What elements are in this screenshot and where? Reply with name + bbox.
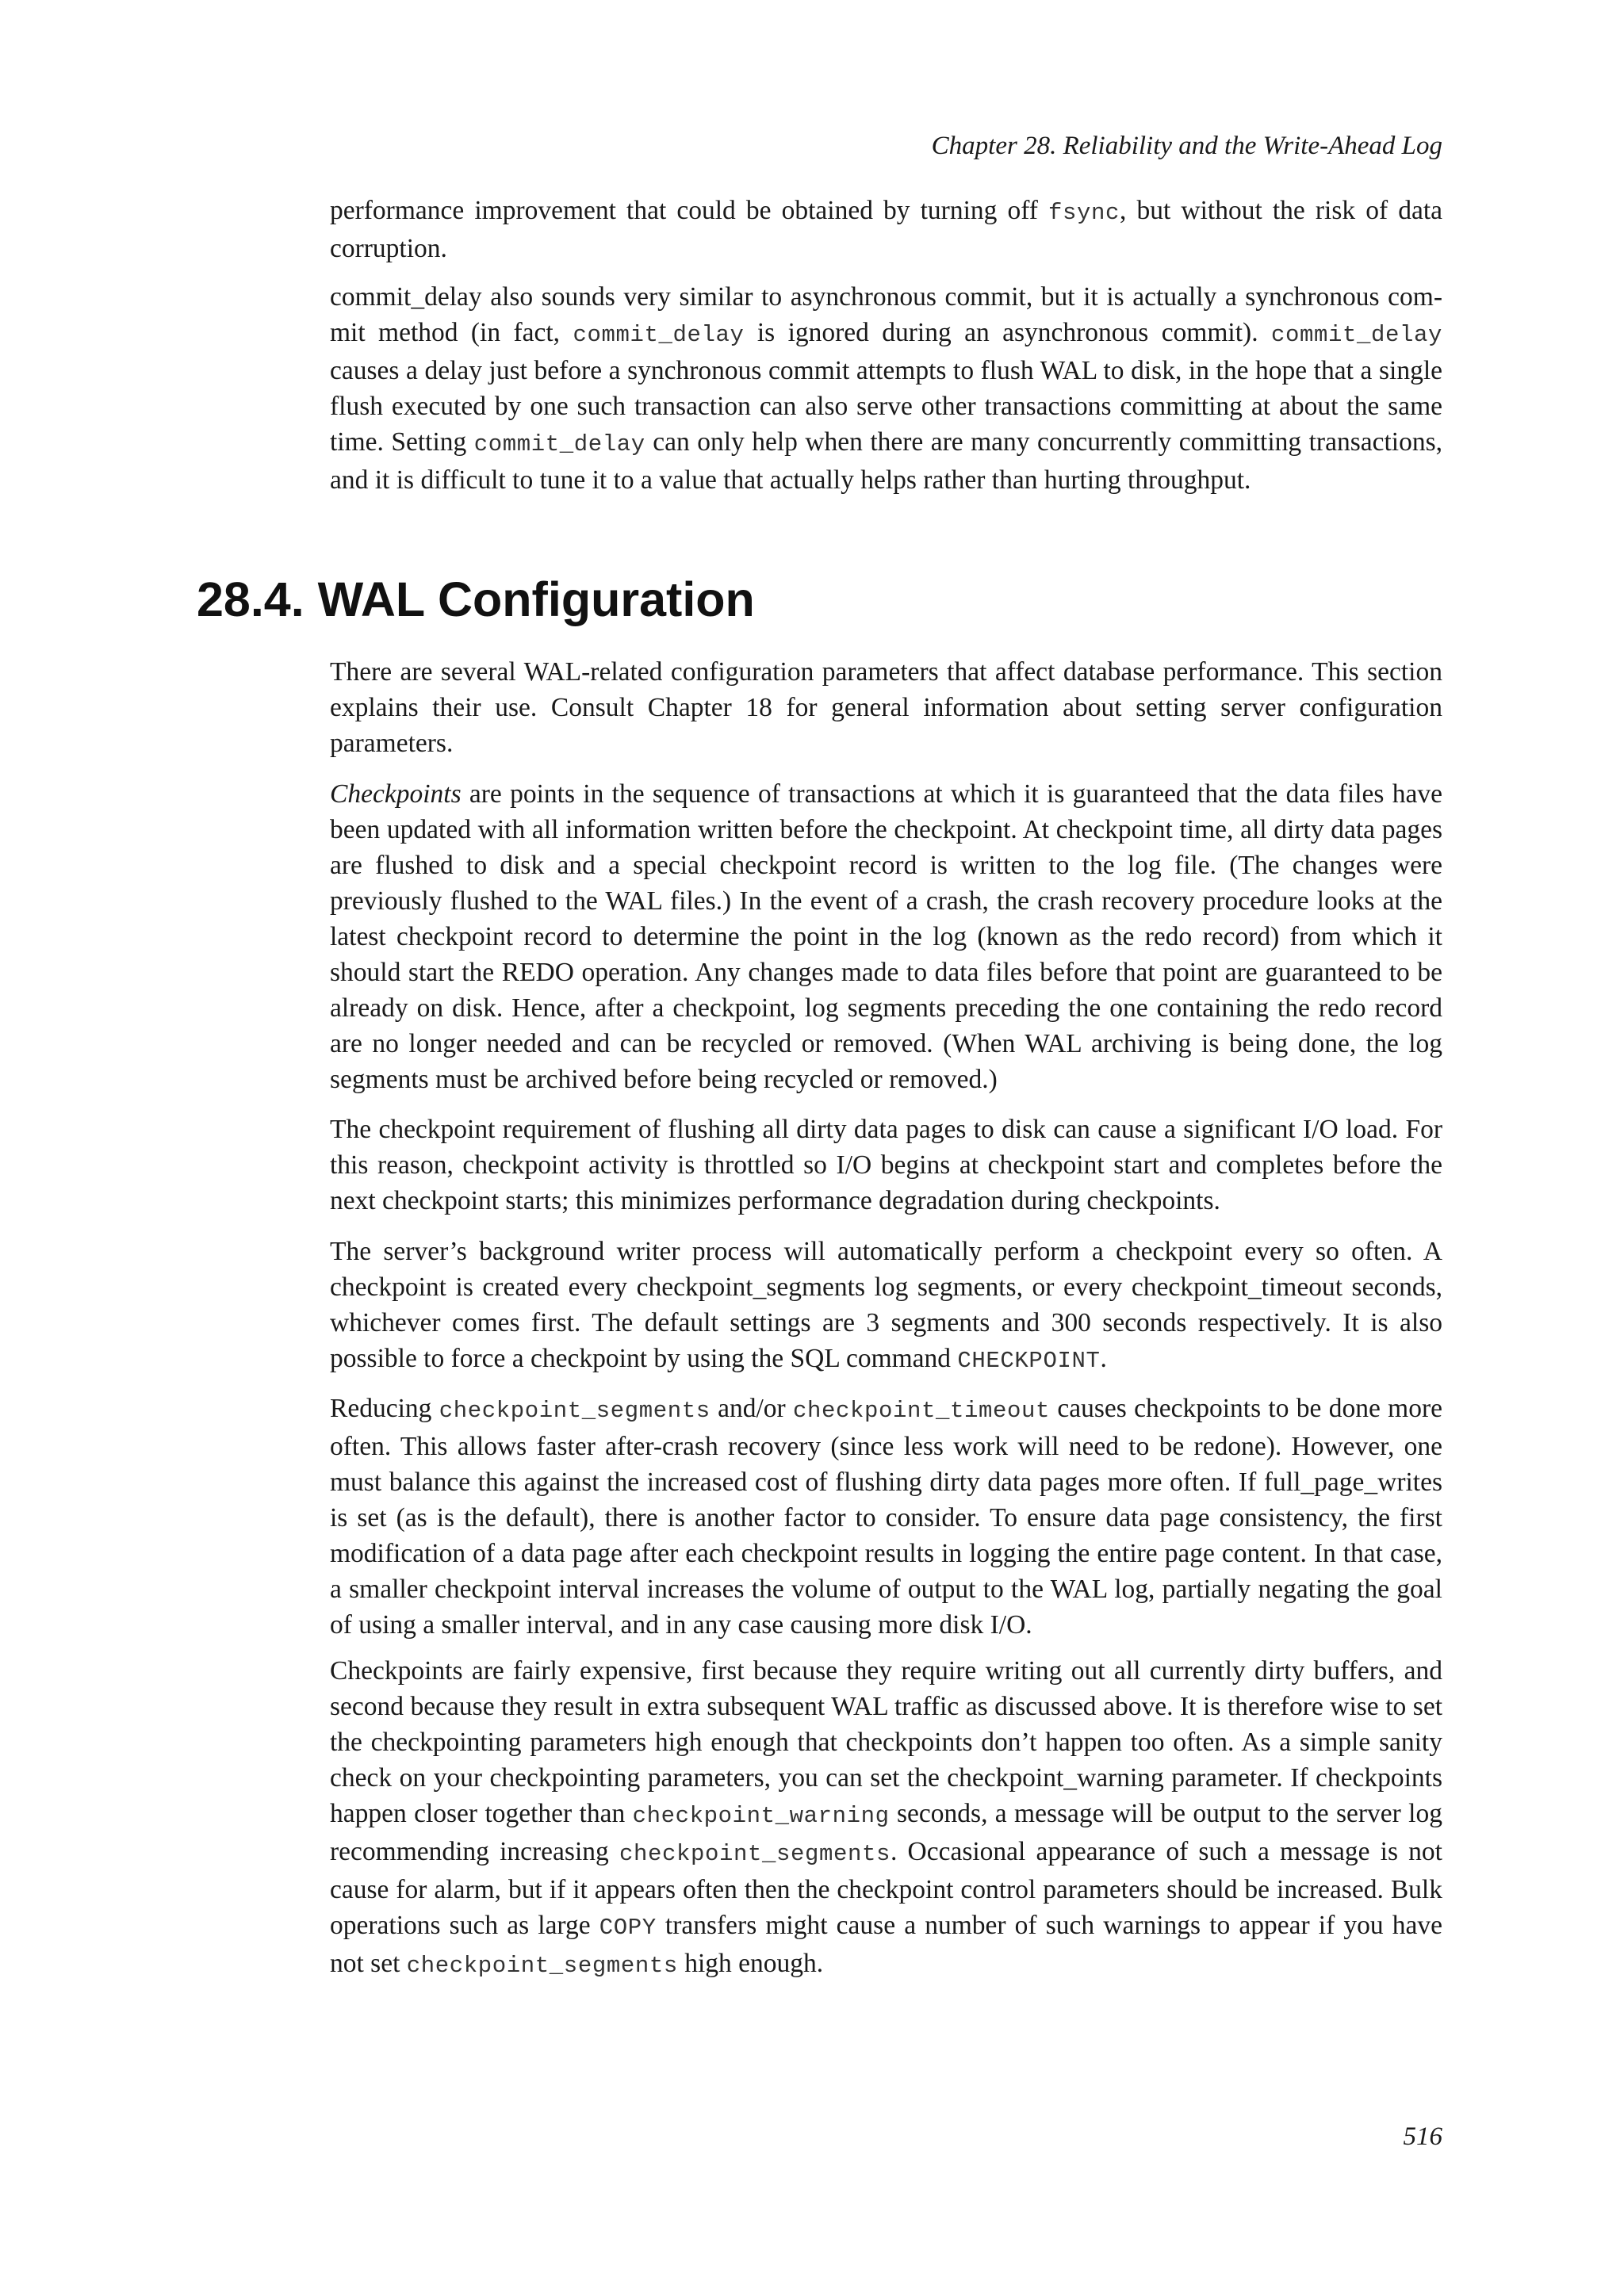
inline-code-checkpoint-timeout: checkpoint_timeout [792, 1398, 1051, 1424]
paragraph-text: can only help when there are many concurrently committing transactions, and it is difficult to tune it to a value that actually helps rather than hurting throughput. [330, 427, 1442, 495]
inline-code-commit-delay: commit_delay [573, 322, 745, 348]
inline-code-commit-delay: commit_delay [1270, 322, 1442, 348]
paragraph-background-writer [330, 1234, 1442, 1379]
inline-code-checkpoint-command: CHECKPOINT [957, 1348, 1101, 1374]
page-number: 516 [1403, 2122, 1442, 2151]
paragraph-text: high enough. [677, 1949, 824, 1978]
inline-code-checkpoint-segments: checkpoint_segments [439, 1398, 710, 1424]
paragraph-text: commit_delay also sounds very similar to asynchronous commit, but it is actually a synchronous commit method (in fact, [330, 282, 1442, 347]
paragraph-text: The checkpoint requirement of flushing all dirty data pages to disk can cause a significant I/O load. For this reason, checkpoint activity is throttled so I/O begins at checkpoint start and completes before the next checkpoint starts; this minimizes performance degradation during checkpoints. [330, 1115, 1442, 1215]
paragraph-text: . Occasional appearance of such a message is not cause for alarm, but if it appears often then the checkpoint control parameters should be increased. Bulk operations such as large [330, 1837, 1442, 1940]
paragraph-text: is ignored during an asynchronous commit). [744, 318, 1271, 347]
emphasis-checkpoints: Checkpoints [330, 779, 462, 809]
paragraph-checkpoint-io-load [330, 1112, 1442, 1219]
paragraph-text: seconds, a message will be output to the server log recommending increasing [330, 1799, 1442, 1866]
inline-code-checkpoint-segments: checkpoint_segments [619, 1841, 891, 1867]
paragraph-text: , but without the risk of data corruption. [330, 196, 1442, 263]
paragraph-text: causes checkpoints to be done more often. This allows faster after-crash recovery (since less work will need to be redone). However, one must balance this against the increased cost of flushing dirty data pages more often. If full_page_writes is set (as is the default), there is another factor to consider. To ensure data page consistency, the first modification of a data page after each checkpoint results in logging the entire page content. In that case, a smaller checkpoint interval increases the volume of output to the WAL log, partially negating the goal of using a smaller interval, and in any case causing more disk I/O. [330, 1394, 1442, 1640]
paragraph-text: Reducing [330, 1394, 439, 1423]
paragraph-text: transfers might cause a number of such warnings to appear if you have not set [330, 1911, 1443, 1978]
paragraph-text: There are several WAL-related configuration parameters that affect database performance. This section explains their use. Consult Chapter 18 for general information about setting server configuration parameters. [330, 657, 1442, 758]
inline-code-commit-delay: commit_delay [473, 431, 645, 457]
inline-code-checkpoint-warning: checkpoint_warning [632, 1803, 890, 1829]
paragraph-wal-parameters-intro [330, 654, 1442, 761]
running-header: Chapter 28. Reliability and the Write-Ahead Log [931, 132, 1442, 160]
paragraph-reducing-checkpoint-settings [330, 1391, 1442, 1643]
paragraph-text: The server’s background writer process will automatically perform a checkpoint every so often. A checkpoint is created every checkpoint_segments log segments, or every checkpoint_timeout seconds, whichever comes first. The default settings are 3 segments and 300 seconds respectively. It is also possible to force a checkpoint by using the SQL command [330, 1237, 1442, 1373]
paragraph-fsync-comparison [330, 193, 1442, 266]
section-heading: 28.4. WAL Configuration [197, 572, 755, 626]
paragraph-text: Checkpoints are fairly expensive, first because they require writing out all currently dirty buffers, and second because they result in extra subsequent WAL traffic as discussed above. It is therefore wise to set the checkpointing parameters high enough that checkpoints don’t happen too often. As a simple sanity check on your checkpointing parameters, you can set the checkpoint_warning parameter. If checkpoints happen closer together than [330, 1656, 1442, 1828]
inline-code-checkpoint-segments: checkpoint_segments [406, 1953, 678, 1979]
paragraph-text: and/or [710, 1394, 793, 1423]
paragraph-text: are points in the sequence of transactions at which it is guaranteed that the data files have been updated with all information written before the checkpoint. At checkpoint time, all dirty data pages are flushed to disk and a special checkpoint record is written to the log file. (The changes were previously flushed to the WAL files.) In the event of a crash, the crash recovery procedure looks at the latest checkpoint record to determine the point in the log (known as the redo record) from which it should start the REDO operation. Any changes made to data files before that point are guaranteed to be already on disk. Hence, after a checkpoint, log segments preceding the one containing the redo record are no longer needed and can be recycled or removed. (When WAL archiving is being done, the log segments must be archived before being recycled or removed.) [330, 779, 1442, 1094]
inline-code-copy: COPY [599, 1915, 657, 1941]
paragraph-commit-delay [330, 279, 1442, 498]
inline-code-fsync: fsync [1048, 200, 1120, 226]
paragraph-checkpoint-cost [330, 1653, 1442, 1984]
paragraph-text: performance improvement that could be obtained by turning off [330, 196, 1049, 225]
paragraph-text: causes a delay just before a synchronous commit attempts to flush WAL to disk, in the hope that a single flush executed by one such transaction can also serve other transactions committing at about the same time. Setting [330, 356, 1442, 457]
paragraph-text: . [1100, 1344, 1107, 1373]
paragraph-checkpoints-definition [330, 776, 1442, 1097]
